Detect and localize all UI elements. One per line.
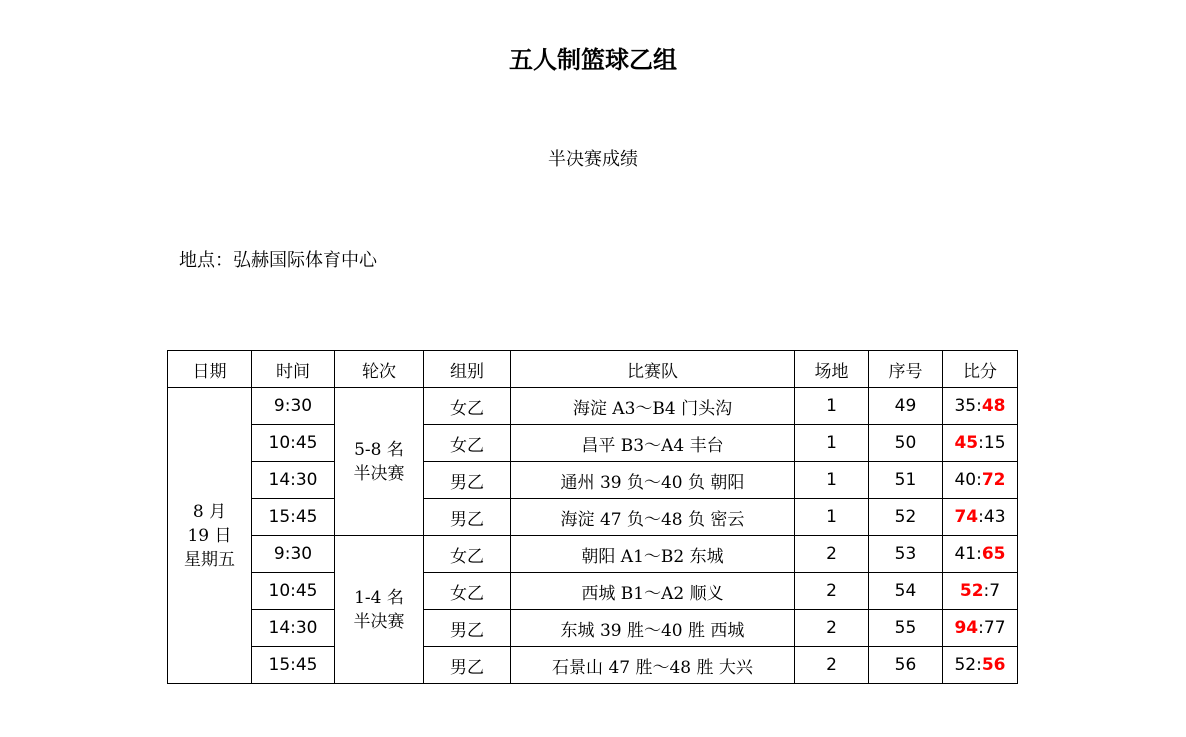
teams-cell: 东城 39 胜～40 胜 西城 — [511, 610, 795, 647]
group-cell: 男乙 — [424, 610, 511, 647]
time-cell: 14:30 — [252, 610, 335, 647]
score-team-b: 48 — [981, 396, 1006, 416]
score-team-a: 74 — [954, 507, 979, 527]
score-separator: : — [978, 433, 984, 453]
round-line: 半决赛 — [353, 611, 405, 632]
match-no-cell: 49 — [869, 388, 943, 425]
score-team-a: 52 — [959, 581, 984, 601]
time-cell: 15:45 — [252, 499, 335, 536]
round-line: 半决赛 — [353, 463, 405, 484]
match-no-cell: 53 — [869, 536, 943, 573]
score-team-b: 77 — [983, 618, 1006, 638]
location-label: 地点：弘赫国际体育中心 — [179, 250, 377, 271]
court-cell: 1 — [795, 388, 869, 425]
table-row — [168, 610, 1018, 647]
table-row — [168, 499, 1018, 536]
table-row — [168, 536, 1018, 573]
score-separator: : — [978, 507, 984, 527]
group-cell: 男乙 — [424, 647, 511, 684]
date-line: 8 月 — [192, 501, 227, 522]
header-cell: 轮次 — [335, 351, 424, 388]
score-separator: : — [976, 544, 982, 564]
header-cell: 场地 — [795, 351, 869, 388]
table-row — [168, 462, 1018, 499]
date-line: 星期五 — [184, 549, 235, 570]
match-no-cell: 55 — [869, 610, 943, 647]
time-cell: 15:45 — [252, 647, 335, 684]
table-row — [168, 388, 1018, 425]
score-separator: : — [983, 581, 990, 601]
score-separator: : — [978, 618, 984, 638]
time-cell: 14:30 — [252, 462, 335, 499]
match-no-cell: 50 — [869, 425, 943, 462]
score-cell — [943, 610, 1018, 647]
header-cell: 比分 — [943, 351, 1018, 388]
score-cell — [943, 536, 1018, 573]
results-table — [167, 350, 1018, 684]
time-cell: 10:45 — [252, 573, 335, 610]
date-line: 19 日 — [187, 525, 232, 546]
teams-cell: 西城 B1～A2 顺义 — [511, 573, 795, 610]
teams-cell: 海淀 47 负～48 负 密云 — [511, 499, 795, 536]
score-cell — [943, 499, 1018, 536]
score-cell — [943, 425, 1018, 462]
score-team-b: 43 — [983, 507, 1006, 527]
teams-cell: 石景山 47 胜～48 胜 大兴 — [511, 647, 795, 684]
page-title: 五人制篮球乙组 — [509, 46, 677, 74]
court-cell: 2 — [795, 610, 869, 647]
score-cell — [943, 388, 1018, 425]
time-cell: 10:45 — [252, 425, 335, 462]
teams-cell: 通州 39 负～40 负 朝阳 — [511, 462, 795, 499]
score-cell — [943, 647, 1018, 684]
match-no-cell: 56 — [869, 647, 943, 684]
time-cell: 9:30 — [252, 536, 335, 573]
score-team-a: 45 — [954, 433, 979, 453]
score-team-b: 65 — [981, 544, 1006, 564]
score-separator: : — [976, 470, 982, 490]
group-cell: 男乙 — [424, 499, 511, 536]
score-team-a: 94 — [954, 618, 979, 638]
group-cell: 女乙 — [424, 425, 511, 462]
group-cell: 男乙 — [424, 462, 511, 499]
score-separator: : — [976, 655, 982, 675]
date-cell — [168, 388, 252, 684]
header-cell: 日期 — [168, 351, 252, 388]
round-cell — [335, 536, 424, 684]
score-team-a: 35 — [954, 396, 977, 416]
group-cell: 女乙 — [424, 388, 511, 425]
score-team-b: 15 — [983, 433, 1006, 453]
score-team-a: 41 — [954, 544, 977, 564]
header-cell: 序号 — [869, 351, 943, 388]
table-row — [168, 647, 1018, 684]
teams-cell: 朝阳 A1～B2 东城 — [511, 536, 795, 573]
match-no-cell: 51 — [869, 462, 943, 499]
teams-cell: 昌平 B3～A4 丰台 — [511, 425, 795, 462]
court-cell: 2 — [795, 647, 869, 684]
time-cell: 9:30 — [252, 388, 335, 425]
match-no-cell: 54 — [869, 573, 943, 610]
score-cell — [943, 462, 1018, 499]
score-team-a: 52 — [954, 655, 977, 675]
header-row — [168, 351, 1018, 388]
header-cell: 时间 — [252, 351, 335, 388]
header-cell: 比赛队 — [511, 351, 795, 388]
match-no-cell: 52 — [869, 499, 943, 536]
court-cell: 2 — [795, 573, 869, 610]
round-line: 5-8 名 — [354, 439, 404, 460]
score-cell — [943, 573, 1018, 610]
table-row — [168, 425, 1018, 462]
table-row — [168, 573, 1018, 610]
court-cell: 1 — [795, 425, 869, 462]
score-team-a: 40 — [954, 470, 977, 490]
round-line: 1-4 名 — [354, 587, 404, 608]
court-cell: 1 — [795, 499, 869, 536]
court-cell: 1 — [795, 462, 869, 499]
score-team-b: 7 — [989, 581, 1001, 601]
header-cell: 组别 — [424, 351, 511, 388]
score-team-b: 72 — [981, 470, 1006, 490]
score-separator: : — [976, 396, 982, 416]
group-cell: 女乙 — [424, 536, 511, 573]
teams-cell: 海淀 A3～B4 门头沟 — [511, 388, 795, 425]
round-cell — [335, 388, 424, 536]
court-cell: 2 — [795, 536, 869, 573]
score-team-b: 56 — [981, 655, 1006, 675]
page-subtitle: 半决赛成绩 — [548, 149, 638, 170]
group-cell: 女乙 — [424, 573, 511, 610]
